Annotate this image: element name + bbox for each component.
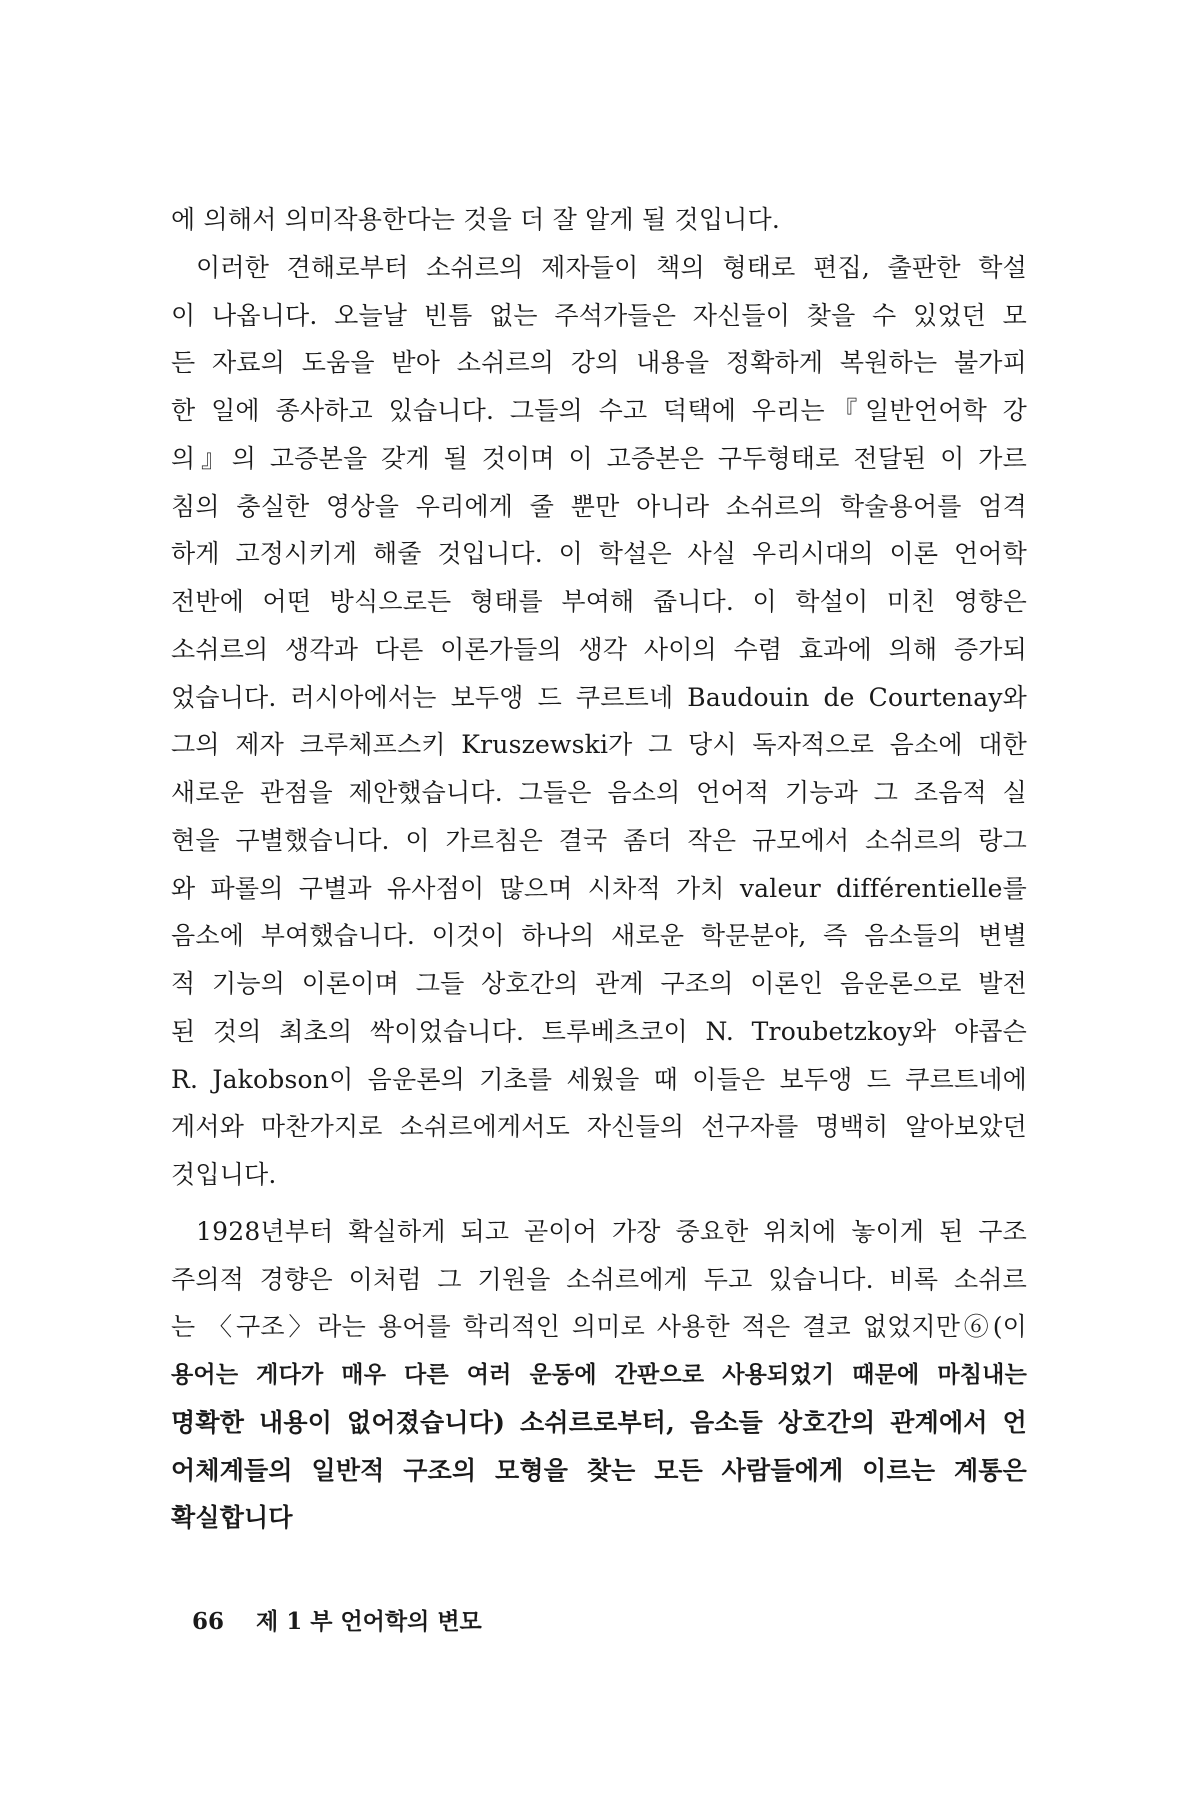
- text-line: 소쉬르의 생각과 다른 이론가들의 생각 사이의 수렴 효과에 의해 증가되: [171, 634, 1027, 664]
- text-line: 하게 고정시키게 해줄 것입니다. 이 학설은 사실 우리시대의 이론 언어학: [171, 539, 1027, 569]
- paragraph-gap: [171, 1199, 1027, 1208]
- running-footer-section: 제 1 부 언어학의 변모: [256, 1608, 482, 1635]
- text-line: 새로운 관점을 제안했습니다. 그들은 음소의 언어적 기능과 그 조음적 실: [171, 778, 1027, 807]
- body-text: [171, 196, 1027, 1542]
- text-line: 이러한 견해로부터 소쉬르의 제자들이 책의 형태로 편집, 출판한 학설: [196, 252, 1027, 282]
- text-line: 든 자료의 도움을 받아 소쉬르의 강의 내용을 정확하게 복원하는 불가피: [171, 348, 1027, 378]
- text-line: 게서와 마찬가지로 소쉬르에게서도 자신들의 선구자를 명백히 알아보았던: [171, 1112, 1027, 1142]
- text-line: 용어는 게다가 매우 다른 여러 운동에 간판으로 사용되었기 때문에 마침내는: [171, 1361, 1027, 1388]
- text-line: 음소에 부여했습니다. 이것이 하나의 새로운 학문분야, 즉 음소들의 변별: [171, 921, 1027, 951]
- text-line: 의』의 고증본을 갖게 될 것이며 이 고증본은 구두형태로 전달된 이 가르: [171, 443, 1027, 473]
- page-footer: [192, 1607, 482, 1637]
- text-line: 그의 제자 크루체프스키 Kruszewski가 그 당시 독자적으로 음소에 대한: [171, 730, 1027, 760]
- text-line: 어체계들의 일반적 구조의 모형을 찾는 모든 사람들에게 이르는 계통은: [171, 1455, 1027, 1485]
- text-line: 1928년부터 확실하게 되고 곧이어 가장 중요한 위치에 놓이게 된 구조: [196, 1216, 1027, 1246]
- text-line: 적 기능의 이론이며 그들 상호간의 관계 구조의 이론인 음운론으로 발전: [171, 969, 1027, 998]
- text-line: R. Jakobson이 음운론의 기초를 세웠을 때 이들은 보두앵 드 쿠르트네에: [171, 1064, 1027, 1094]
- text-line: 침의 충실한 영상을 우리에게 줄 뿐만 아니라 소쉬르의 학술용어를 엄격: [171, 491, 1027, 521]
- text-line: 된 것의 최초의 싹이었습니다. 트루베츠코이 N. Troubetzkoy와 야콥슨: [171, 1016, 1027, 1046]
- text-line: 전반에 어떤 방식으로든 형태를 부여해 줍니다. 이 학설이 미친 영향은: [171, 587, 1027, 616]
- text-line: 었습니다. 러시아에서는 보두앵 드 쿠르트네 Baudouin de Courtenay와: [171, 682, 1027, 712]
- text-line: 명확한 내용이 없어졌습니다) 소쉬르로부터, 음소들 상호간의 관계에서 언: [171, 1407, 1027, 1437]
- text-line: 이 나옵니다. 오늘날 빈틈 없는 주석가들은 자신들이 찾을 수 있었던 모: [171, 300, 1027, 330]
- text-line: 것입니다.: [171, 1160, 277, 1189]
- text-line: 에 의해서 의미작용한다는 것을 더 잘 알게 될 것입니다.: [171, 205, 781, 234]
- text-line: 확실합니다: [171, 1503, 293, 1533]
- text-line: 와 파롤의 구별과 유사점이 많으며 시차적 가치 valeur différentielle를: [171, 873, 1027, 903]
- page-number: 66: [192, 1608, 225, 1635]
- text-line: 주의적 경향은 이처럼 그 기원을 소쉬르에게 두고 있습니다. 비록 소쉬르: [171, 1264, 1027, 1294]
- text-line: 현을 구별했습니다. 이 가르침은 결국 좀더 작은 규모에서 소쉬르의 랑그: [171, 825, 1027, 855]
- text-line: 는 〈구조〉라는 용어를 학리적인 의미로 사용한 적은 결코 없었지만⑥(이: [171, 1312, 1027, 1342]
- text-line: 한 일에 종사하고 있습니다. 그들의 수고 덕택에 우리는『일반언어학 강: [171, 396, 1027, 425]
